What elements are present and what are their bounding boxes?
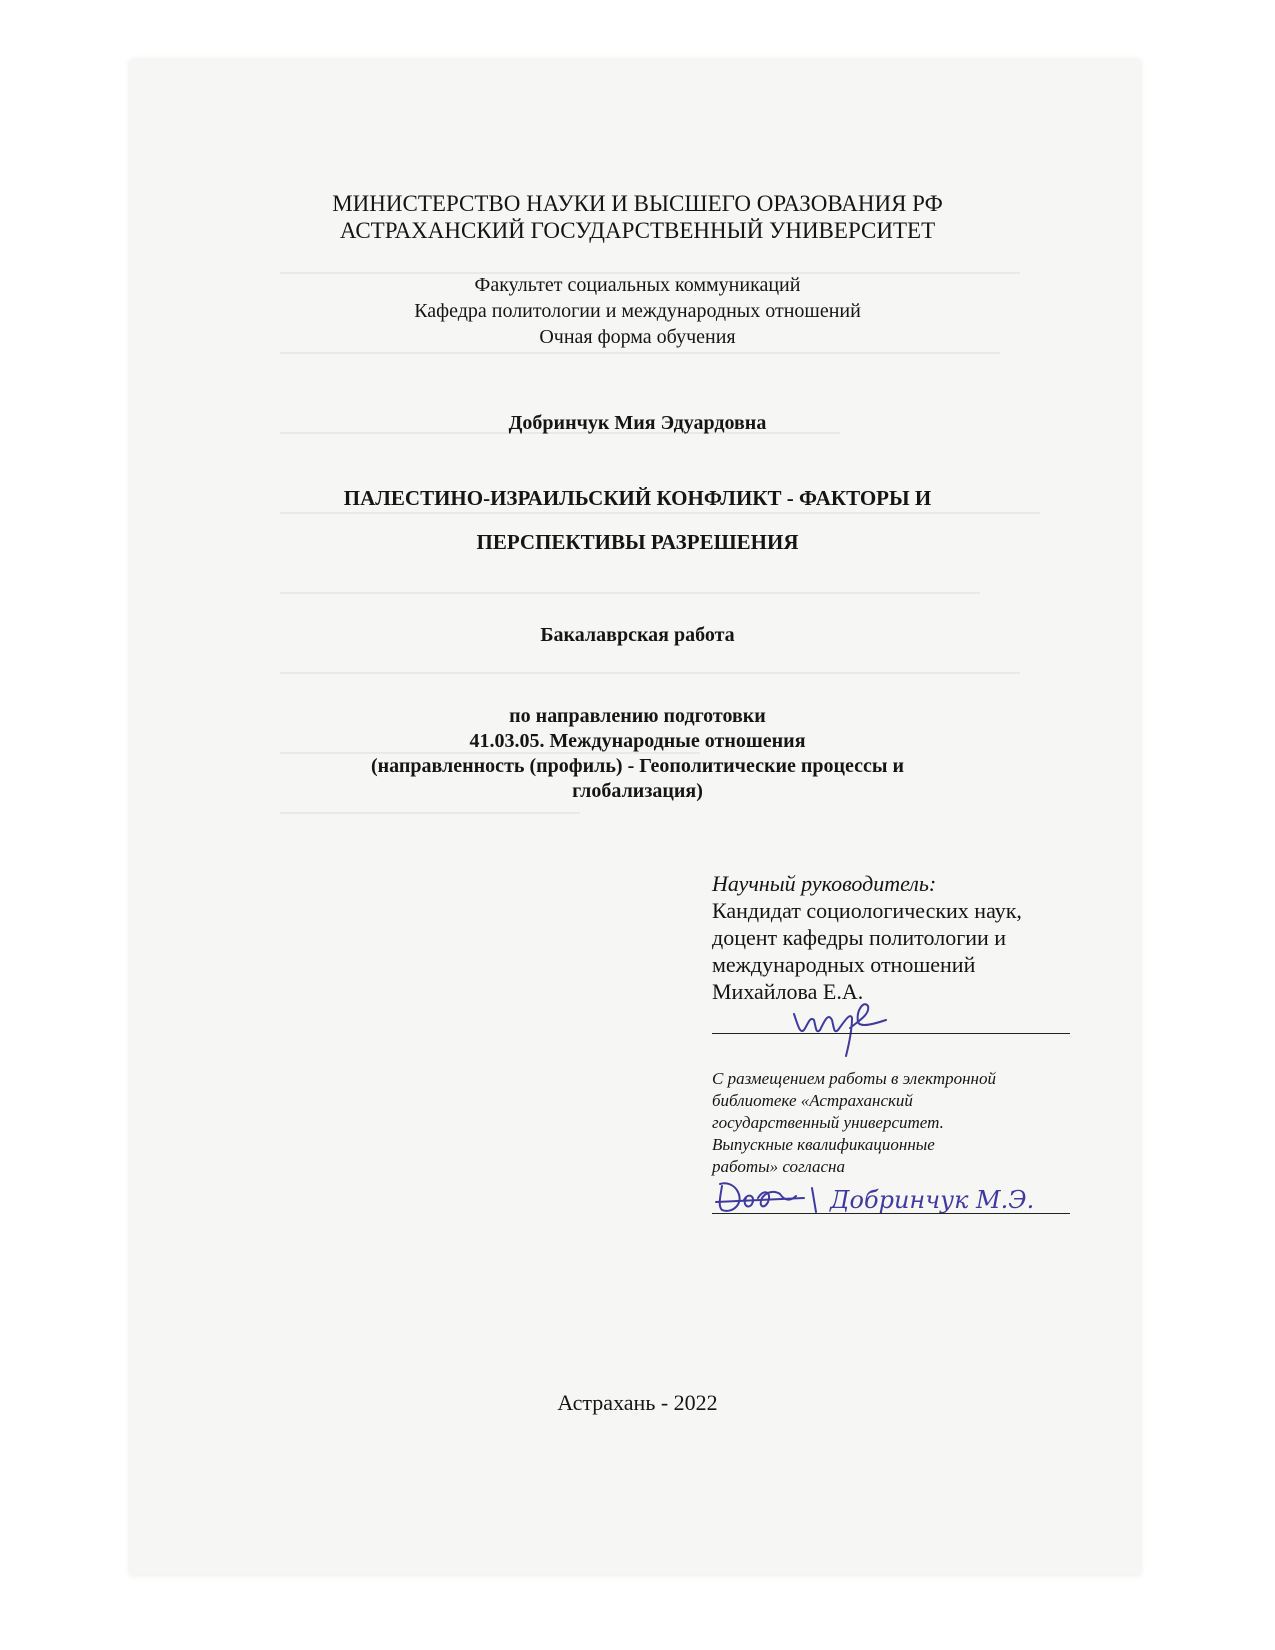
study-form: Очная форма обучения [539,326,736,348]
bleed-through-line [280,812,580,814]
faculty-name: Факультет социальных коммуникаций [474,274,801,296]
supervisor-department: международных отношений [712,952,976,977]
bleed-through-line [280,672,1020,674]
author-signature [712,1178,1062,1218]
supervisor-name: Михайлова Е.А. [712,979,864,1004]
ministry-block [0,190,1275,244]
author-name: Добринчук Мия Эдуардовна [508,412,767,434]
direction-line4: глобализация) [572,780,703,802]
supervisor-degree: Кандидат социологических наук, [712,898,1022,923]
direction-line1: по направлению подготовки [509,705,766,727]
consent-block [712,1068,996,1178]
department-name: Кафедра политологии и международных отношений [414,300,861,322]
work-type: Бакалаврская работа [540,624,735,646]
consent-line3: государственный университет. [712,1113,944,1132]
direction-line3: (направленность (профиль) - Геополитические процессы и [370,755,905,777]
supervisor-signature-line [712,1033,1070,1034]
ministry-name: МИНИСТЕРСТВО НАУКИ И ВЫСШЕГО ОРАЗОВАНИЯ РФ [332,191,943,216]
consent-line1: С размещением работы в электронной [712,1069,996,1088]
consent-line2: библиотеке «Астраханский [712,1091,913,1110]
consent-line4: Выпускные квалификационные [712,1135,935,1154]
university-name: АСТРАХАНСКИЙ ГОСУДАРСТВЕННЫЙ УНИВЕРСИТЕТ [339,218,936,243]
consent-line5: работы» согласна [712,1157,845,1176]
thesis-title-line2: ПЕРСПЕКТИВЫ РАЗРЕШЕНИЯ [476,530,799,554]
thesis-title [0,476,1275,564]
author-signature-line [712,1213,1070,1214]
bleed-through-line [280,592,980,594]
faculty-block [0,272,1275,350]
supervisor-signature [790,1000,900,1060]
thesis-title-line1: ПАЛЕСТИНО-ИЗРАИЛЬСКИЙ КОНФЛИКТ - ФАКТОРЫ И [343,486,932,510]
author-signature-text: Добринчук М.Э. [830,1186,1035,1214]
supervisor-block [712,870,1022,1005]
supervisor-position: доцент кафедры политологии и [712,925,1007,950]
direction-line2: 41.03.05. Международные отношения [469,730,806,752]
bleed-through-line [280,352,1000,354]
direction-block [0,704,1275,804]
supervisor-label: Научный руководитель: [712,871,937,896]
city-year: Астрахань - 2022 [557,1390,718,1415]
